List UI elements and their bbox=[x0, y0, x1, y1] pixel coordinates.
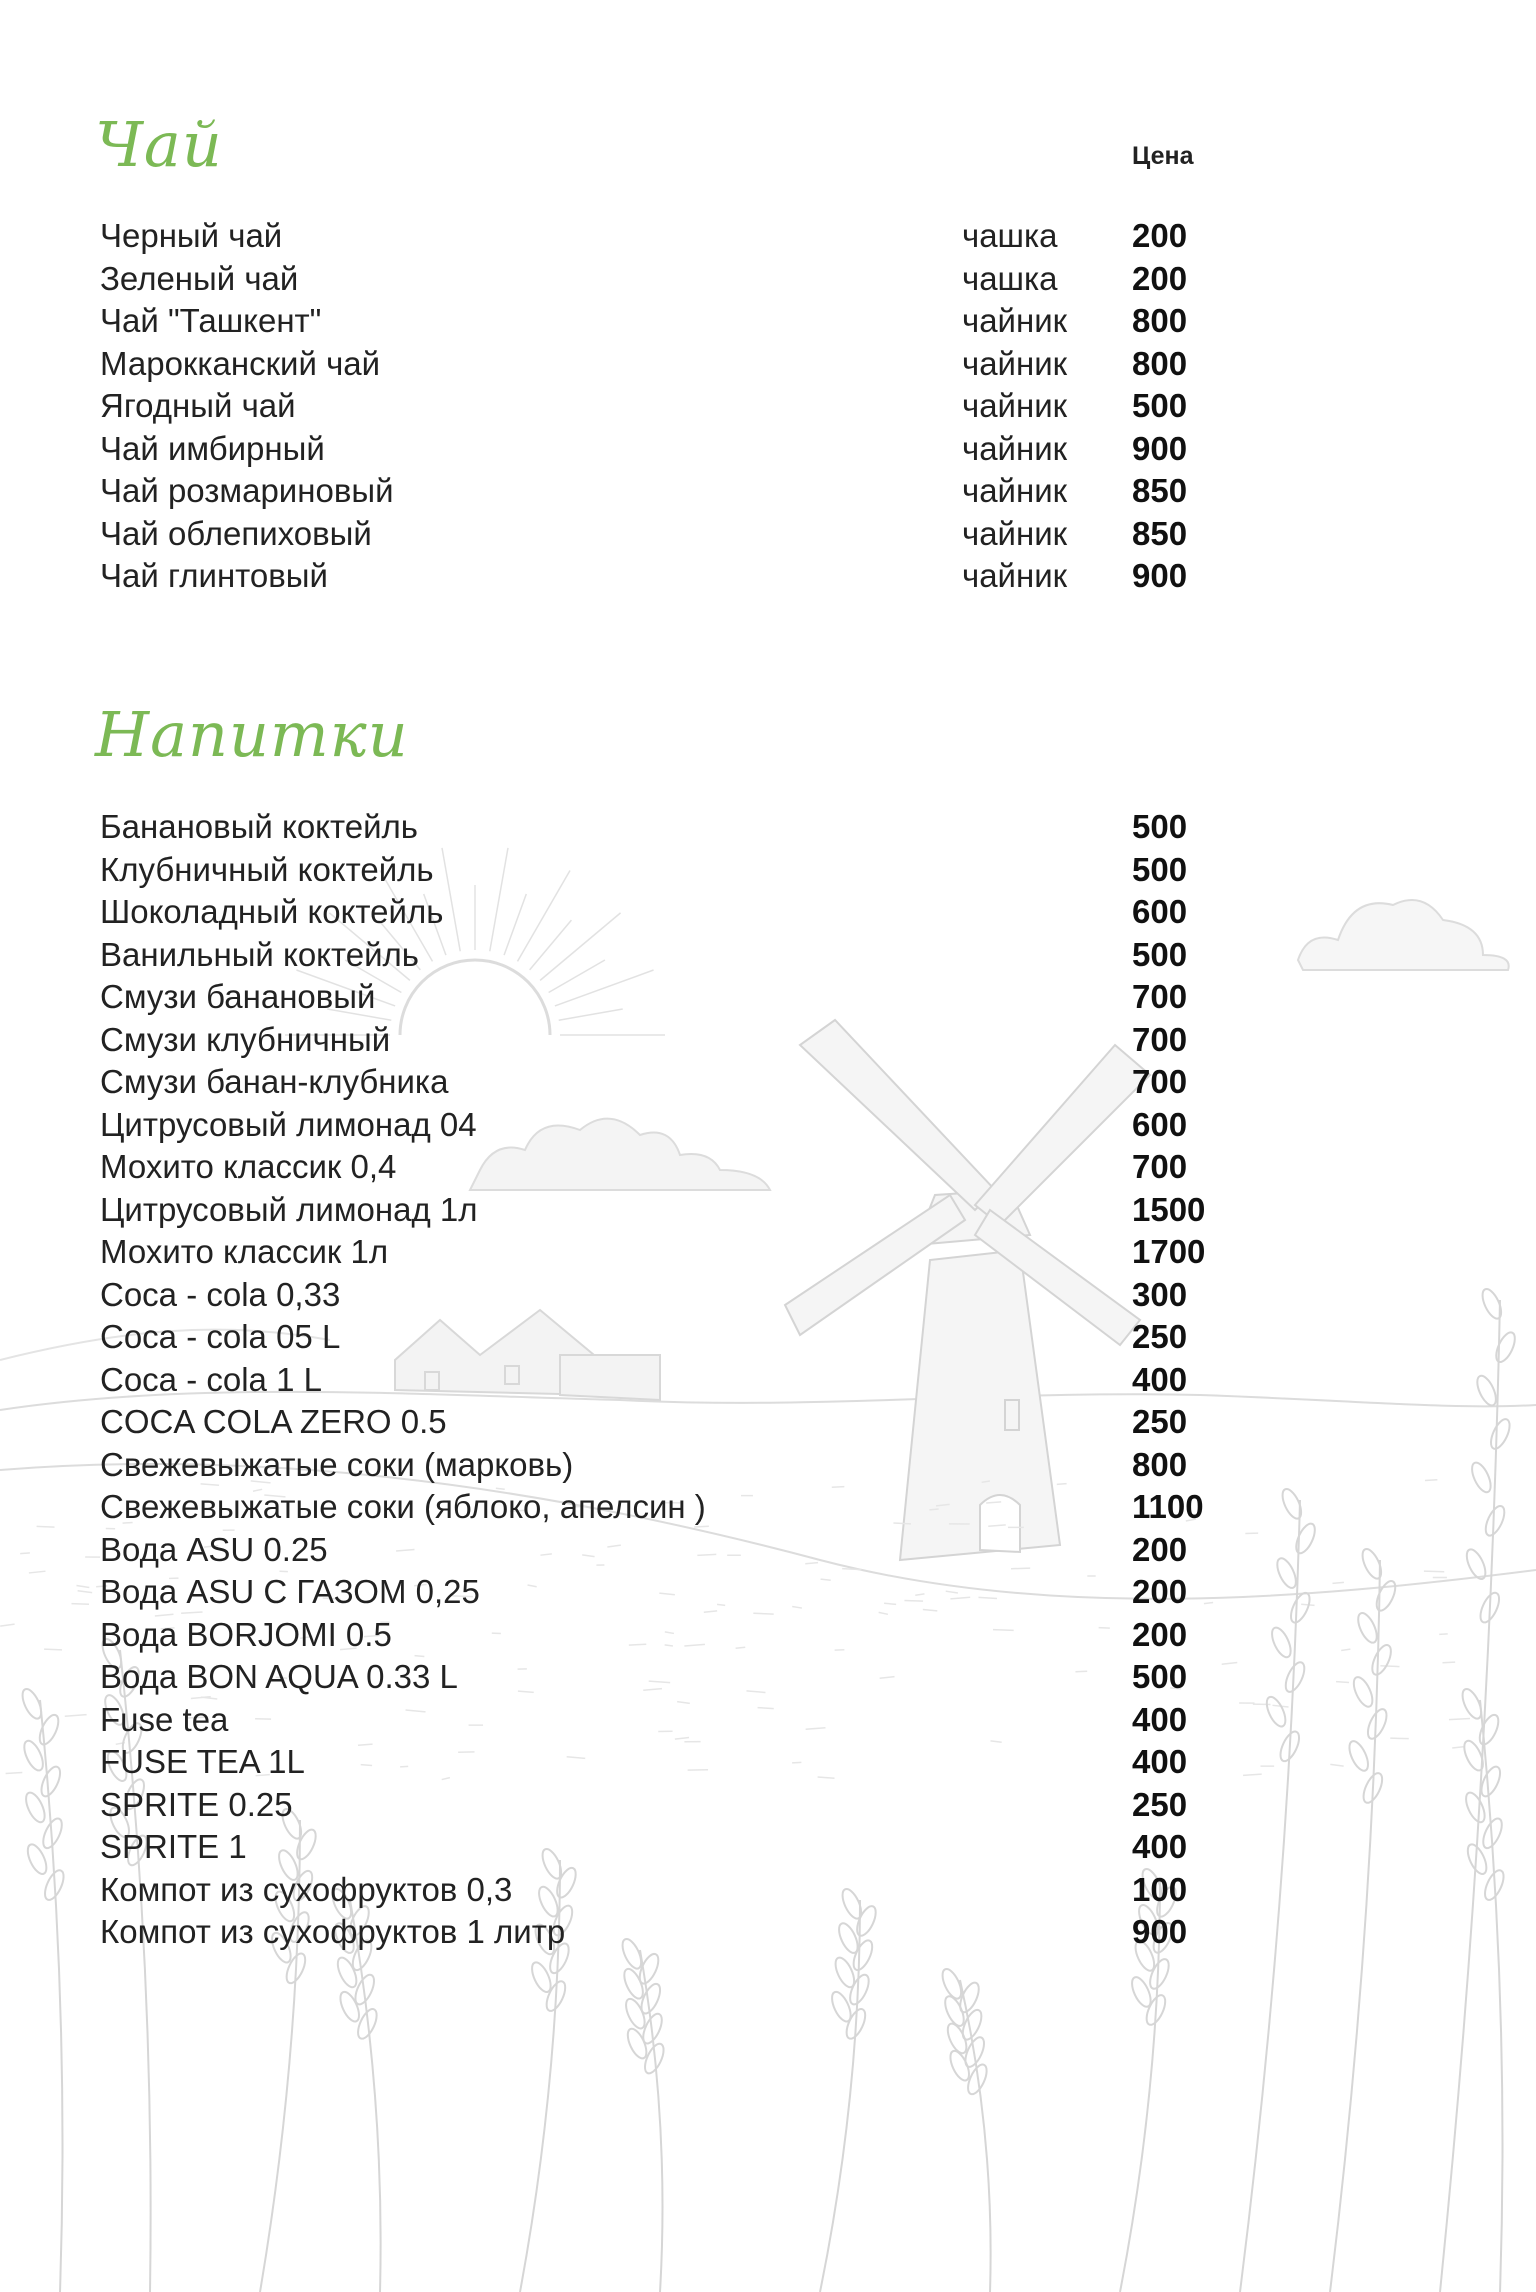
menu-item bbox=[100, 343, 1250, 386]
item-price: 500 bbox=[1132, 1658, 1188, 1695]
menu-item bbox=[100, 1614, 1250, 1657]
item-unit: чайник bbox=[962, 472, 1068, 509]
item-price: 200 bbox=[1132, 217, 1188, 254]
menu-item bbox=[100, 215, 1250, 258]
item-price: 850 bbox=[1132, 472, 1188, 509]
item-price: 900 bbox=[1132, 1913, 1188, 1950]
item-unit: чайник bbox=[962, 514, 1068, 552]
item-price: 400 bbox=[1132, 1700, 1188, 1738]
item-price: 500 bbox=[1132, 387, 1188, 424]
item-name: Мохито классик 0,4 bbox=[100, 1148, 397, 1185]
menu-item bbox=[100, 1656, 1250, 1699]
menu-item bbox=[100, 1061, 1250, 1104]
menu-item bbox=[100, 1019, 1250, 1062]
item-name: Марокканский чай bbox=[100, 344, 381, 382]
menu-item bbox=[100, 513, 1250, 556]
price-column-header: Цена bbox=[1132, 142, 1194, 170]
menu-item bbox=[100, 976, 1250, 1019]
item-price: 600 bbox=[1132, 893, 1188, 930]
item-price: 200 bbox=[1132, 1615, 1188, 1653]
item-price: 250 bbox=[1132, 1403, 1188, 1440]
item-name: Ягодный чай bbox=[100, 387, 296, 424]
menu-item bbox=[100, 806, 1250, 849]
item-unit: чайник bbox=[962, 557, 1068, 594]
menu-item bbox=[100, 1741, 1250, 1784]
item-name: Чай розмариновый bbox=[100, 472, 394, 509]
item-price: 800 bbox=[1132, 344, 1188, 382]
item-name: Компот из сухофруктов 0,3 bbox=[100, 1870, 513, 1908]
item-name: Чай облепиховый bbox=[100, 514, 372, 552]
item-price: 500 bbox=[1132, 935, 1188, 973]
item-name: Coca - cola 0,33 bbox=[100, 1275, 341, 1313]
item-price: 700 bbox=[1132, 1020, 1188, 1058]
menu-item bbox=[100, 1784, 1250, 1827]
item-name: Fuse tea bbox=[100, 1700, 229, 1738]
menu-item bbox=[100, 385, 1250, 428]
item-name: Чай "Ташкент" bbox=[100, 302, 322, 339]
item-price: 200 bbox=[1132, 259, 1188, 297]
item-price: 900 bbox=[1132, 429, 1188, 467]
menu-item bbox=[100, 1869, 1250, 1912]
item-price: 850 bbox=[1132, 514, 1188, 552]
item-price: 500 bbox=[1132, 808, 1188, 845]
item-name: FUSE TEA 1L bbox=[100, 1743, 305, 1780]
item-unit: чайник bbox=[962, 302, 1068, 339]
item-price: 100 bbox=[1132, 1870, 1188, 1908]
item-name: Вода BORJOMI 0.5 bbox=[100, 1615, 392, 1653]
item-name: Свежевыжатые соки (марковь) bbox=[100, 1445, 574, 1483]
item-name: SPRITE 1 bbox=[100, 1828, 247, 1865]
item-price: 400 bbox=[1132, 1360, 1188, 1398]
menu-item bbox=[100, 1911, 1250, 1954]
item-unit: чайник bbox=[962, 344, 1068, 382]
item-price: 700 bbox=[1132, 978, 1188, 1015]
menu-item bbox=[100, 1146, 1250, 1189]
item-price: 500 bbox=[1132, 850, 1188, 888]
item-name: Зеленый чай bbox=[100, 259, 299, 297]
item-price: 250 bbox=[1132, 1785, 1188, 1823]
item-name: Свежевыжатые соки (яблоко, апелсин ) bbox=[100, 1488, 706, 1525]
item-name: Чай глинтовый bbox=[100, 557, 328, 594]
item-name: Клубничный коктейль bbox=[100, 850, 434, 888]
item-price: 1500 bbox=[1132, 1190, 1206, 1228]
item-price: 300 bbox=[1132, 1275, 1188, 1313]
item-price: 700 bbox=[1132, 1148, 1188, 1185]
item-name: Смузи клубничный bbox=[100, 1020, 391, 1058]
menu-item bbox=[100, 1316, 1250, 1359]
item-name: Цитрусовый лимонад 04 bbox=[100, 1105, 477, 1143]
item-unit: чайник bbox=[962, 429, 1068, 467]
item-price: 200 bbox=[1132, 1573, 1188, 1610]
item-price: 400 bbox=[1132, 1828, 1188, 1865]
item-name: Вода ASU С ГАЗОМ 0,25 bbox=[100, 1573, 480, 1610]
item-price: 700 bbox=[1132, 1063, 1188, 1100]
item-name: Цитрусовый лимонад 1л bbox=[100, 1190, 478, 1228]
menu-item bbox=[100, 1529, 1250, 1572]
item-name: Вода ASU 0.25 bbox=[100, 1530, 328, 1568]
item-name: Coca - cola 1 L bbox=[100, 1360, 322, 1398]
item-price: 200 bbox=[1132, 1530, 1188, 1568]
item-price: 250 bbox=[1132, 1318, 1188, 1355]
item-price: 400 bbox=[1132, 1743, 1188, 1780]
item-name: Компот из сухофруктов 1 литр bbox=[100, 1913, 566, 1950]
item-price: 800 bbox=[1132, 302, 1188, 339]
menu-item bbox=[100, 934, 1250, 977]
item-price: 600 bbox=[1132, 1105, 1188, 1143]
item-name: Coca - cola 05 L bbox=[100, 1318, 341, 1355]
menu-item bbox=[100, 1189, 1250, 1232]
menu-item bbox=[100, 1359, 1250, 1402]
menu-item bbox=[100, 1231, 1250, 1274]
item-name: Черный чай bbox=[100, 217, 283, 254]
section-title-drinks: Напитки bbox=[95, 698, 409, 771]
menu-item bbox=[100, 1444, 1250, 1487]
menu-item bbox=[100, 555, 1250, 598]
item-unit: чашка bbox=[962, 217, 1058, 254]
item-name: Мохито классик 1л bbox=[100, 1233, 389, 1270]
menu-item bbox=[100, 849, 1250, 892]
menu-item bbox=[100, 428, 1250, 471]
menu-item bbox=[100, 891, 1250, 934]
tea-menu-list bbox=[100, 215, 1250, 598]
menu-item bbox=[100, 258, 1250, 301]
item-unit: чайник bbox=[962, 387, 1068, 424]
item-name: Смузи банан-клубника bbox=[100, 1063, 449, 1100]
item-name: Чай имбирный bbox=[100, 429, 325, 467]
menu-item bbox=[100, 1571, 1250, 1614]
item-name: Шоколадный коктейль bbox=[100, 893, 444, 930]
menu-item bbox=[100, 1699, 1250, 1742]
item-price: 800 bbox=[1132, 1445, 1188, 1483]
menu-item bbox=[100, 470, 1250, 513]
menu-item bbox=[100, 300, 1250, 343]
menu-item bbox=[100, 1826, 1250, 1869]
item-name: Вода BON AQUA 0.33 L bbox=[100, 1658, 458, 1695]
item-name: Ванильный коктейль bbox=[100, 935, 419, 973]
section-title-tea: Чай bbox=[95, 108, 223, 181]
item-name: SPRITE 0.25 bbox=[100, 1785, 293, 1823]
menu-item bbox=[100, 1274, 1250, 1317]
item-name: Банановый коктейль bbox=[100, 808, 418, 845]
item-name: Смузи банановый bbox=[100, 978, 376, 1015]
item-unit: чашка bbox=[962, 259, 1058, 297]
item-name: COCA COLA ZERO 0.5 bbox=[100, 1403, 447, 1440]
drinks-menu-list bbox=[100, 806, 1250, 1954]
menu-item bbox=[100, 1486, 1250, 1529]
menu-item bbox=[100, 1104, 1250, 1147]
item-price: 1100 bbox=[1132, 1488, 1204, 1525]
item-price: 1700 bbox=[1132, 1233, 1206, 1270]
menu-item bbox=[100, 1401, 1250, 1444]
item-price: 900 bbox=[1132, 557, 1188, 594]
